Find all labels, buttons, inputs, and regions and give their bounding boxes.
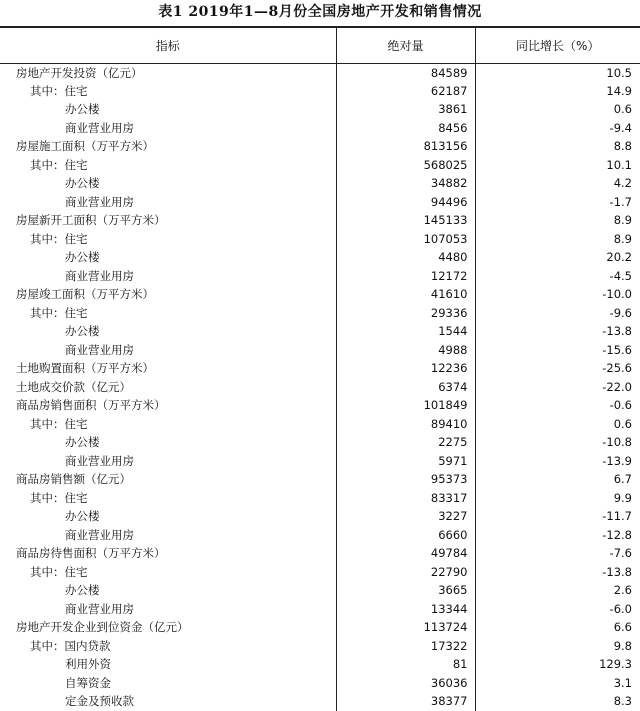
table-row (0, 285, 640, 304)
table-row (0, 655, 640, 674)
absolute-value-cell: 3861 (336, 100, 475, 119)
absolute-value-cell: 36036 (336, 674, 475, 693)
absolute-value-cell: 101849 (336, 396, 475, 415)
table-row (0, 137, 640, 156)
absolute-value-cell: 38377 (336, 692, 475, 711)
yoy-growth-cell: -11.7 (475, 507, 640, 526)
indicator-cell: 商业营业用房 (65, 453, 134, 468)
table-row (0, 378, 640, 397)
indicator-cell: 房屋竣工面积（万平方米） (16, 287, 154, 302)
absolute-value-cell: 145133 (336, 211, 475, 230)
header-yoy: 同比增长（%） (475, 27, 640, 63)
yoy-growth-cell: 6.7 (475, 470, 640, 489)
indicator-cell: 土地购置面积（万平方米） (16, 361, 154, 376)
yoy-growth-cell: -9.4 (475, 119, 640, 138)
yoy-growth-cell: -15.6 (475, 341, 640, 360)
yoy-growth-cell: 8.3 (475, 692, 640, 711)
indicator-cell: 房地产开发投资（亿元） (16, 65, 143, 80)
table-row (0, 618, 640, 637)
yoy-growth-cell: -13.9 (475, 452, 640, 471)
indicator-cell: 其中：住宅 (30, 564, 88, 579)
table-row (0, 304, 640, 323)
table-row (0, 322, 640, 341)
absolute-value-cell: 83317 (336, 489, 475, 508)
absolute-value-cell: 1544 (336, 322, 475, 341)
absolute-value-cell: 107053 (336, 230, 475, 249)
absolute-value-cell: 3665 (336, 581, 475, 600)
table-row (0, 470, 640, 489)
table-header (0, 27, 640, 63)
yoy-growth-cell: 9.8 (475, 637, 640, 656)
indicator-cell: 办公楼 (65, 250, 100, 265)
yoy-growth-cell: 6.6 (475, 618, 640, 637)
table-row (0, 248, 640, 267)
table-row (0, 489, 640, 508)
absolute-value-cell: 12172 (336, 267, 475, 286)
absolute-value-cell: 95373 (336, 470, 475, 489)
table-row (0, 544, 640, 563)
indicator-cell: 商业营业用房 (65, 527, 134, 542)
indicator-cell: 办公楼 (65, 435, 100, 450)
yoy-growth-cell: -22.0 (475, 378, 640, 397)
indicator-cell: 商业营业用房 (65, 268, 134, 283)
absolute-value-cell: 81 (336, 655, 475, 674)
absolute-value-cell: 113724 (336, 618, 475, 637)
table-row (0, 230, 640, 249)
indicator-cell: 商业营业用房 (65, 194, 134, 209)
yoy-growth-cell: 10.5 (475, 63, 640, 82)
table-row (0, 452, 640, 471)
absolute-value-cell: 94496 (336, 193, 475, 212)
absolute-value-cell: 8456 (336, 119, 475, 138)
indicator-cell: 其中：住宅 (30, 416, 88, 431)
table-row (0, 100, 640, 119)
absolute-value-cell: 13344 (336, 600, 475, 619)
indicator-cell: 办公楼 (65, 583, 100, 598)
indicator-cell: 其中：住宅 (30, 83, 88, 98)
indicator-cell: 其中：住宅 (30, 490, 88, 505)
indicator-cell: 商业营业用房 (65, 601, 134, 616)
yoy-growth-cell: 0.6 (475, 100, 640, 119)
yoy-growth-cell: -4.5 (475, 267, 640, 286)
table-body (0, 63, 640, 711)
absolute-value-cell: 49784 (336, 544, 475, 563)
yoy-growth-cell: 9.9 (475, 489, 640, 508)
indicator-cell: 其中：住宅 (30, 231, 88, 246)
yoy-growth-cell: -9.6 (475, 304, 640, 323)
absolute-value-cell: 62187 (336, 82, 475, 101)
absolute-value-cell: 89410 (336, 415, 475, 434)
indicator-cell: 办公楼 (65, 324, 100, 339)
absolute-value-cell: 568025 (336, 156, 475, 175)
yoy-growth-cell: 8.9 (475, 211, 640, 230)
absolute-value-cell: 6660 (336, 526, 475, 545)
indicator-cell: 商品房销售面积（万平方米） (16, 398, 166, 413)
table-row (0, 600, 640, 619)
yoy-growth-cell: 0.6 (475, 415, 640, 434)
yoy-growth-cell: -10.0 (475, 285, 640, 304)
table-row (0, 637, 640, 656)
absolute-value-cell: 4480 (336, 248, 475, 267)
indicator-cell: 其中：国内贷款 (30, 638, 111, 653)
header-absolute: 绝对量 (336, 27, 475, 63)
table-row (0, 692, 640, 711)
absolute-value-cell: 813156 (336, 137, 475, 156)
table-row (0, 526, 640, 545)
table-row (0, 396, 640, 415)
indicator-cell: 商业营业用房 (65, 120, 134, 135)
indicator-cell: 房屋新开工面积（万平方米） (16, 213, 166, 228)
table-title: 表1 2019年1—8月份全国房地产开发和销售情况 (158, 4, 482, 20)
yoy-growth-cell: -6.0 (475, 600, 640, 619)
yoy-growth-cell: -13.8 (475, 322, 640, 341)
absolute-value-cell: 2275 (336, 433, 475, 452)
absolute-value-cell: 5971 (336, 452, 475, 471)
yoy-growth-cell: 129.3 (475, 655, 640, 674)
yoy-growth-cell: 2.6 (475, 581, 640, 600)
yoy-growth-cell: -1.7 (475, 193, 640, 212)
indicator-cell: 办公楼 (65, 176, 100, 191)
table-row (0, 341, 640, 360)
absolute-value-cell: 4988 (336, 341, 475, 360)
table-row (0, 267, 640, 286)
table-row (0, 211, 640, 230)
table-row (0, 433, 640, 452)
indicator-cell: 房地产开发企业到位资金（亿元） (16, 620, 189, 635)
table-row (0, 63, 640, 82)
yoy-growth-cell: 8.9 (475, 230, 640, 249)
table-row (0, 193, 640, 212)
table-row (0, 156, 640, 175)
table-row (0, 507, 640, 526)
yoy-growth-cell: 4.2 (475, 174, 640, 193)
table-row (0, 674, 640, 693)
indicator-cell: 定金及预收款 (65, 694, 134, 709)
indicator-cell: 办公楼 (65, 509, 100, 524)
indicator-cell: 利用外资 (65, 657, 111, 672)
indicator-cell: 土地成交价款（亿元） (16, 379, 131, 394)
indicator-cell: 办公楼 (65, 102, 100, 117)
absolute-value-cell: 17322 (336, 637, 475, 656)
header-row (0, 27, 640, 63)
indicator-cell: 商业营业用房 (65, 342, 134, 357)
indicator-cell: 其中：住宅 (30, 305, 88, 320)
table-row (0, 415, 640, 434)
table-row (0, 563, 640, 582)
yoy-growth-cell: 3.1 (475, 674, 640, 693)
absolute-value-cell: 41610 (336, 285, 475, 304)
yoy-growth-cell: 8.8 (475, 137, 640, 156)
table-row (0, 174, 640, 193)
table-row (0, 82, 640, 101)
yoy-growth-cell: -0.6 (475, 396, 640, 415)
indicator-cell: 商品房待售面积（万平方米） (16, 546, 166, 561)
table-row (0, 359, 640, 378)
absolute-value-cell: 6374 (336, 378, 475, 397)
yoy-growth-cell: -25.6 (475, 359, 640, 378)
absolute-value-cell: 84589 (336, 63, 475, 82)
indicator-cell: 自筹资金 (65, 675, 111, 690)
absolute-value-cell: 12236 (336, 359, 475, 378)
absolute-value-cell: 34882 (336, 174, 475, 193)
yoy-growth-cell: -12.8 (475, 526, 640, 545)
yoy-growth-cell: -7.6 (475, 544, 640, 563)
indicator-cell: 房屋施工面积（万平方米） (16, 139, 154, 154)
header-indicator: 指标 (0, 27, 336, 63)
yoy-growth-cell: 20.2 (475, 248, 640, 267)
indicator-cell: 商品房销售额（亿元） (16, 472, 131, 487)
table-row (0, 581, 640, 600)
yoy-growth-cell: -10.8 (475, 433, 640, 452)
absolute-value-cell: 3227 (336, 507, 475, 526)
absolute-value-cell: 22790 (336, 563, 475, 582)
yoy-growth-cell: -13.8 (475, 563, 640, 582)
data-table (0, 26, 640, 711)
table-row (0, 119, 640, 138)
yoy-growth-cell: 10.1 (475, 156, 640, 175)
yoy-growth-cell: 14.9 (475, 82, 640, 101)
absolute-value-cell: 29336 (336, 304, 475, 323)
indicator-cell: 其中：住宅 (30, 157, 88, 172)
